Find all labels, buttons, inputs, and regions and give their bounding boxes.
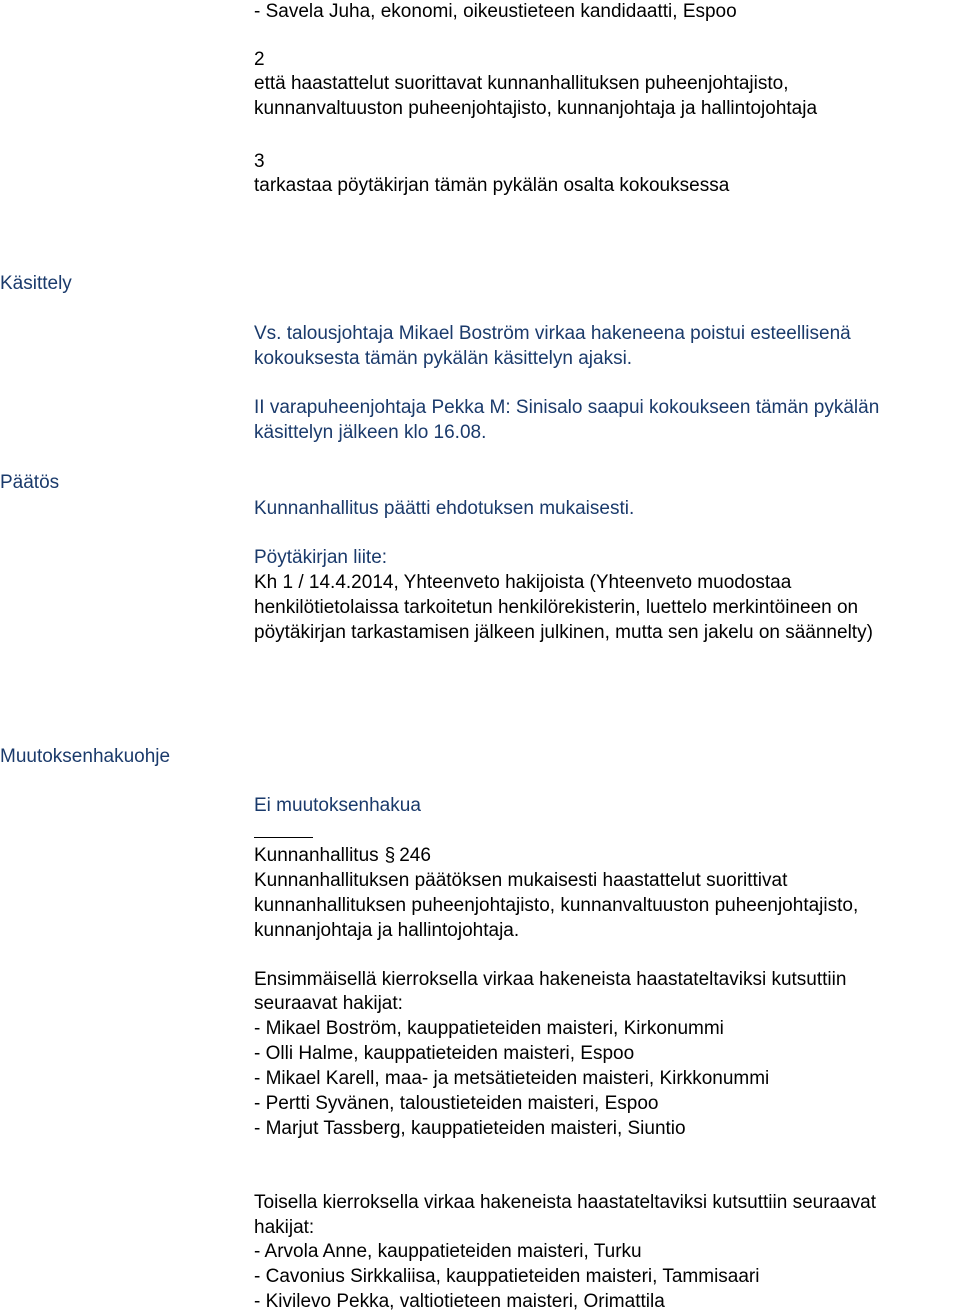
processing-text-line: II varapuheenjohtaja Pekka M: Sinisalo saapui kokoukseen tämän pykälän — [254, 397, 880, 418]
section-heading — [254, 844, 431, 868]
section-heading-number: 246 — [399, 845, 431, 866]
candidate-item: - Kivilevo Pekka, valtiotieteen maisteri, Orimattila — [254, 1291, 665, 1312]
candidate-item: - Cavonius Sirkkaliisa, kauppatieteiden maisteri, Tammisaari — [254, 1266, 760, 1287]
round1-text-line: Ensimmäisellä kierroksella virkaa hakeneista haastateltaviksi kutsuttiin — [254, 969, 847, 990]
attachment-text-line: pöytäkirjan tarkastamisen jälkeen julkinen, mutta sen jakelu on säännelty) — [254, 622, 873, 643]
processing-text-line: Vs. talousjohtaja Mikael Boström virkaa hakeneena poistui esteellisenä — [254, 323, 851, 344]
round2-text-line: hakijat: — [254, 1217, 315, 1238]
section-label-kasittely: Käsittely — [0, 273, 72, 294]
item-number: 2 — [254, 49, 265, 70]
member-line: - Savela Juha, ekonomi, oikeustieteen kandidaatti, Espoo — [254, 1, 737, 22]
separator-rule — [254, 837, 313, 838]
appeal-text: Ei muutoksenhakua — [254, 795, 421, 816]
candidate-item: - Pertti Syvänen, taloustieteiden maisteri, Espoo — [254, 1093, 659, 1114]
round1-text-line: seuraavat hakijat: — [254, 993, 403, 1014]
attachment-text-line: henkilötietolaissa tarkoitetun henkilörekisterin, luettelo merkintöineen on — [254, 597, 859, 618]
candidate-item: - Mikael Karell, maa- ja metsätieteiden maisteri, Kirkkonummi — [254, 1068, 770, 1089]
section-text-line: Kunnanhallituksen päätöksen mukaisesti haastattelut suorittivat — [254, 870, 788, 891]
item-text-line: tarkastaa pöytäkirjan tämän pykälän osalta kokouksessa — [254, 175, 730, 196]
attachment-text-line: Kh 1 / 14.4.2014, Yhteenveto hakijoista (Yhteenveto muodostaa — [254, 572, 792, 593]
attachment-label: Pöytäkirjan liite: — [254, 547, 388, 568]
decision-text: Kunnanhallitus päätti ehdotuksen mukaisesti. — [254, 498, 635, 519]
section-heading-title: Kunnanhallitus — [254, 845, 379, 866]
processing-text-line: kokouksesta tämän pykälän käsittelyn ajaksi. — [254, 348, 633, 369]
candidate-item: - Olli Halme, kauppatieteiden maisteri, Espoo — [254, 1043, 635, 1064]
candidate-item: - Arvola Anne, kauppatieteiden maisteri, Turku — [254, 1241, 642, 1262]
candidate-item: - Marjut Tassberg, kauppatieteiden maisteri, Siuntio — [254, 1118, 686, 1139]
item-text-line: kunnanvaltuuston puheenjohtajisto, kunnanjohtaja ja hallintojohtaja — [254, 98, 818, 119]
processing-text-line: käsittelyn jälkeen klo 16.08. — [254, 422, 487, 443]
round2-text-line: Toisella kierroksella virkaa hakeneista haastateltaviksi kutsuttiin seuraavat — [254, 1192, 877, 1213]
section-label-muutoksenhaku: Muutoksenhakuohje — [0, 746, 171, 767]
section-text-line: kunnanhallituksen puheenjohtajisto, kunnanvaltuuston puheenjohtajisto, — [254, 895, 859, 916]
paragraph-sign-icon: § — [384, 845, 396, 866]
item-text-line: että haastattelut suorittavat kunnanhallituksen puheenjohtajisto, — [254, 73, 789, 94]
item-number: 3 — [254, 151, 265, 172]
section-text-line: kunnanjohtaja ja hallintojohtaja. — [254, 920, 520, 941]
section-label-paatos: Päätös — [0, 472, 60, 493]
candidate-item: - Mikael Boström, kauppatieteiden maisteri, Kirkonummi — [254, 1018, 724, 1039]
